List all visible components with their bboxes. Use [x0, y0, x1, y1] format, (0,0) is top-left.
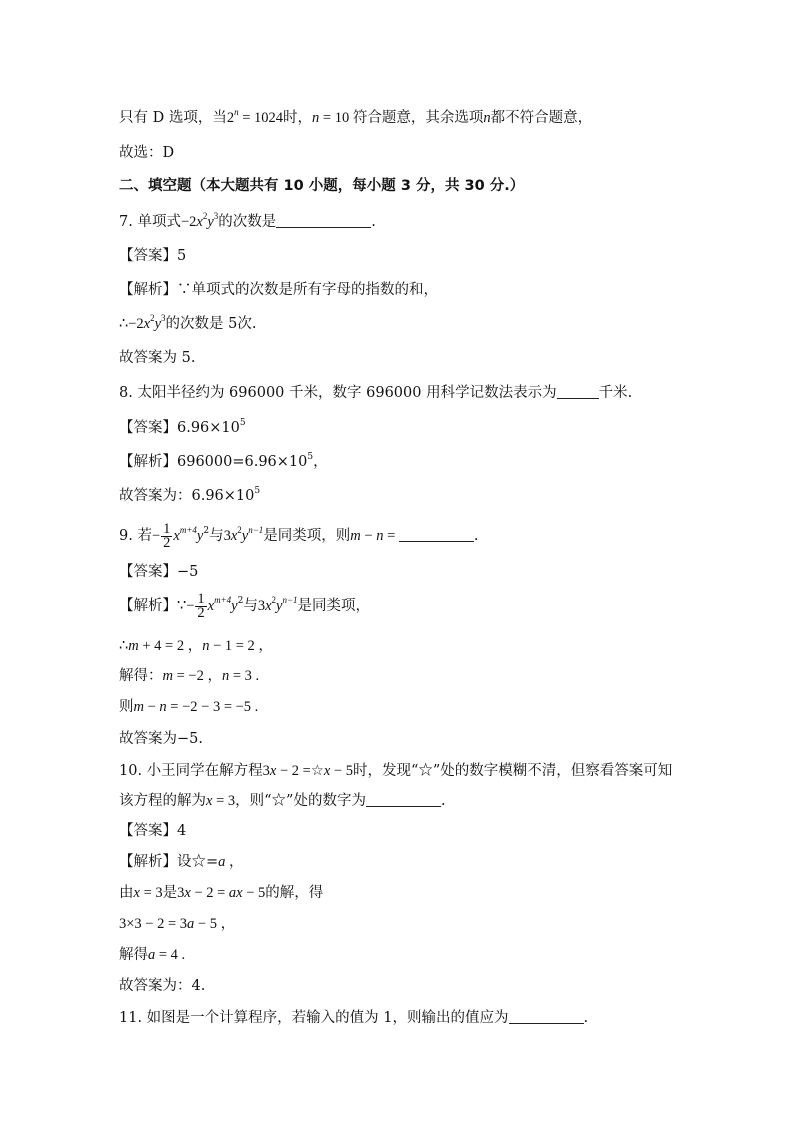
explanation-line: 解得：m = −2 ，n = 3 .: [119, 668, 260, 684]
text: 解得：: [119, 668, 163, 684]
explanation-line: $\therefore-2x^2y^3$的次数是 5次.: [119, 313, 257, 332]
text: 都不符合题意，: [490, 110, 593, 126]
text-line: 只有 D 选项，当$2^n = 1024$时，n = 10 符合题意，其余选项n都不符合题意，: [119, 107, 593, 126]
text: 是: [162, 885, 178, 901]
text: 与: [243, 598, 258, 614]
text: 的次数是: [218, 214, 277, 230]
explanation-label: 【解析】: [119, 282, 177, 298]
answer-line: [119, 821, 186, 841]
text-line: 故答案为：4.: [119, 978, 206, 994]
answer-label: 【答案】: [119, 823, 177, 839]
text: 则: [119, 699, 134, 715]
text: 5: [177, 248, 187, 264]
question-11: [119, 1008, 588, 1028]
text: 由: [119, 885, 134, 901]
text: 696000=6.96×10: [177, 454, 308, 470]
text: .: [371, 214, 376, 230]
explanation-label: 【解析】: [119, 454, 177, 470]
text: 5: [254, 486, 261, 496]
text-line: 故答案为 5.: [119, 350, 196, 366]
question-10: 10. 小王同学在解方程3x − 2 =☆x − 5时，发现“☆”处的数字模糊不清，但察看答案可知: [119, 763, 673, 779]
question-7: 7. 单项式$-2x^2y^3$的次数是 .: [119, 211, 376, 230]
question-9: 9. 若− $\frac{1}{2}$ $x^{m+4}y^2$与$3x^2y^{n-1}$是同类项，则m − n = .: [119, 520, 479, 551]
answer-label: 【答案】: [119, 564, 177, 580]
answer-blank: [509, 1009, 584, 1024]
text: 的次数是 5次.: [165, 316, 257, 332]
text: 7. 单项式: [119, 214, 181, 230]
text: 6.96×10: [177, 420, 240, 436]
text-line: [119, 486, 260, 506]
answer-line: [119, 562, 198, 582]
question-8: [119, 383, 632, 403]
text: 4: [177, 823, 187, 839]
explanation-line: 解得a = 4 .: [119, 947, 186, 963]
text: ，: [313, 454, 328, 470]
answer-blank: [366, 792, 441, 807]
text: 是同类项，: [297, 598, 371, 614]
text: 只有 D 选项，当: [119, 110, 227, 126]
answer-blank: [399, 527, 474, 542]
text: 设☆=: [177, 854, 219, 870]
text: 千米.: [598, 385, 633, 401]
explanation-line: [119, 452, 328, 472]
text: 9. 若: [119, 528, 152, 544]
text: 11. 如图是一个计算程序，若输入的值为 1，则输出的值应为: [119, 1010, 509, 1026]
explanation-line: 则m − n = −2 − 3 = −5 .: [119, 699, 259, 715]
text: ，则“☆”处的数字为: [235, 793, 366, 809]
answer-line: [119, 246, 186, 266]
question-10-cont: 该方程的解为x = 3，则“☆”处的数字为 .: [119, 793, 446, 809]
text: 5: [239, 418, 246, 428]
answer-blank: [276, 213, 371, 228]
explanation-line: 【解析】设☆=a ，: [119, 854, 244, 870]
text: .: [473, 528, 479, 544]
text-line: 故答案为−5.: [119, 731, 203, 747]
text: 与: [209, 528, 224, 544]
text: 该方程的解为: [119, 793, 206, 809]
text: 时，发现“☆”处的数字模糊不清，但察看答案可知: [352, 763, 673, 779]
answer-line: [119, 418, 246, 438]
explanation-label: 【解析】: [119, 854, 177, 870]
text: 解得: [119, 947, 148, 963]
text: .: [440, 793, 446, 809]
text: 5: [307, 452, 314, 462]
text: 的解，得: [265, 885, 324, 901]
explanation-line: 3×3 − 2 = 3a − 5 ，: [119, 916, 236, 932]
text: .: [583, 1010, 589, 1026]
answer-label: 【答案】: [119, 420, 177, 436]
explanation-line: 由x = 3是3x − 2 = ax − 5的解，得: [119, 885, 324, 901]
text: 时，: [283, 110, 313, 126]
text: 符合题意，其余选项: [352, 110, 484, 126]
text: 是同类项，则: [263, 528, 351, 544]
text: 10. 小王同学在解方程: [119, 763, 263, 779]
answer-blank: [557, 384, 599, 399]
text: −5: [177, 564, 199, 580]
text-line: 故选：D: [119, 145, 175, 161]
text: 8. 太阳半径约为 696000 千米，数字 696000 用科学记数法表示为: [119, 385, 557, 401]
explanation-label: 【解析】: [119, 598, 177, 614]
explanation-line: 【解析】∵− $\frac{1}{2}$ $x^{m+4}y^2$与$3x^2y^{n-1}$是同类项，: [119, 590, 371, 621]
text: ∵单项式的次数是所有字母的指数的和，: [177, 282, 438, 298]
explanation-line: [119, 280, 438, 300]
text: 故答案为：6.96×10: [119, 488, 255, 504]
answer-label: 【答案】: [119, 248, 177, 264]
explanation-line: ∴m + 4 = 2 ，n − 1 = 2 ，: [119, 638, 273, 654]
section-heading: 二、填空题（本大题共有 10 小题，每小题 3 分，共 30 分.）: [119, 178, 525, 194]
